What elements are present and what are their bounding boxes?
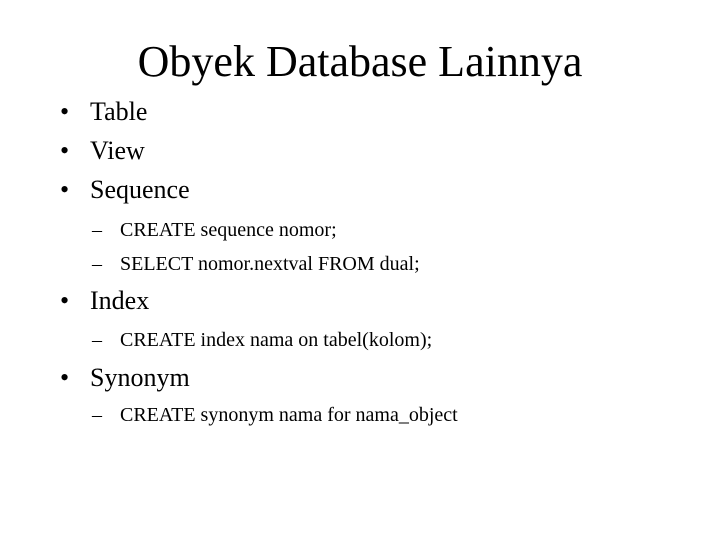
bullet-icon: •	[60, 97, 70, 126]
dash-icon: –	[92, 219, 102, 241]
slide-title: Obyek Database Lainnya	[137, 37, 583, 86]
sub-item-text: SELECT nomor.nextval FROM dual;	[120, 253, 420, 275]
bullet-text: View	[90, 136, 145, 165]
bullet-icon: •	[60, 286, 70, 315]
bullet-text: Synonym	[90, 363, 190, 392]
bullet-text: Table	[90, 97, 148, 126]
dash-icon: –	[92, 404, 102, 426]
sub-item-text: CREATE index nama on tabel(kolom);	[120, 329, 433, 351]
bullet-text: Sequence	[90, 175, 190, 204]
dash-icon: –	[92, 253, 102, 275]
bullet-text: Index	[90, 286, 150, 315]
sub-item-text: CREATE synonym nama for nama_object	[120, 404, 458, 426]
bullet-icon: •	[60, 363, 70, 392]
dash-icon: –	[92, 329, 102, 351]
bullet-icon: •	[60, 136, 70, 165]
bullet-icon: •	[60, 175, 70, 204]
sub-item-text: CREATE sequence nomor;	[120, 219, 337, 241]
